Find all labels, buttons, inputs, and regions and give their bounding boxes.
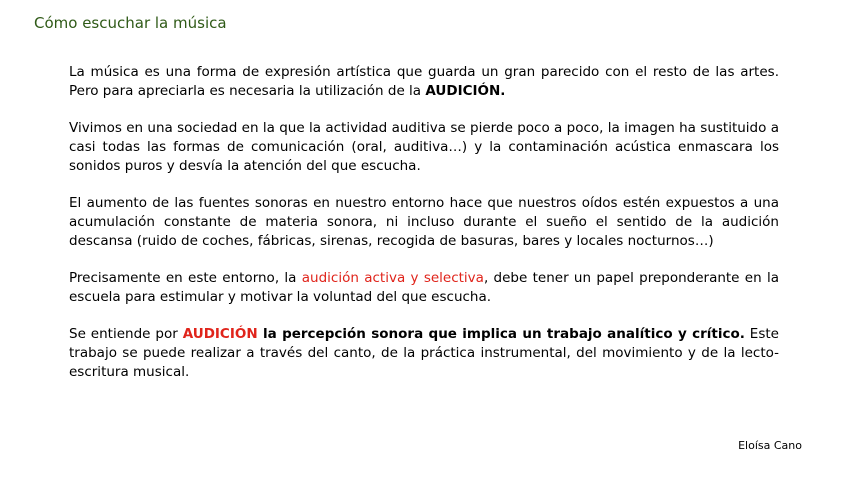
audicion-highlight: AUDICIÓN — [182, 326, 258, 342]
paragraph-intro-text: La música es una forma de expresión artística que guarda un gran parecido con el resto de las artes. Pero para apreciarla es necesaria la utilización de la — [69, 64, 779, 99]
paragraph-society — [69, 119, 779, 176]
paragraph-society-text: Vivimos en una sociedad en la que la actividad auditiva se pierde poco a poco, la imagen ha sustituido a casi todas las formas de comunicación (oral, auditiva…) y la contaminación acústica enmascara los sonidos puros y desvía la atención del que escucha. — [69, 120, 779, 174]
paragraph-intro — [69, 63, 779, 101]
audicion-emphasis: AUDICIÓN. — [425, 83, 506, 99]
paragraph-active-listening-text-a: Precisamente en este entorno, la — [69, 270, 302, 286]
document-body — [69, 63, 779, 400]
paragraph-definition — [69, 325, 779, 382]
author-signature: Eloísa Cano — [738, 439, 802, 452]
paragraph-active-listening — [69, 269, 779, 307]
paragraph-sound-sources — [69, 194, 779, 251]
paragraph-active-listening-text-b: , debe tener un papel preponderante en la escuela para estimular y motivar la voluntad del que escucha. — [69, 270, 779, 305]
paragraph-definition-text-a: Se entiende por — [69, 326, 183, 342]
active-listening-highlight: audición activa y selectiva — [301, 270, 484, 286]
page-title: Cómo escuchar la música — [34, 14, 227, 32]
paragraph-sound-sources-text: El aumento de las fuentes sonoras en nuestro entorno hace que nuestros oídos estén expuestos a una acumulación constante de materia sonora, ni incluso durante el sueño el sentido de la audición descansa (ruido de coches, fábricas, sirenas, recogida de basuras, bares y locales nocturnos…) — [69, 195, 779, 249]
paragraph-definition-text-b: Este trabajo se puede realizar a través del canto, de la práctica instrumental, del movimiento y de la lecto-escritura musical. — [69, 326, 779, 380]
definition-emphasis: la percepción sonora que implica un trabajo analítico y crítico. — [257, 326, 745, 342]
